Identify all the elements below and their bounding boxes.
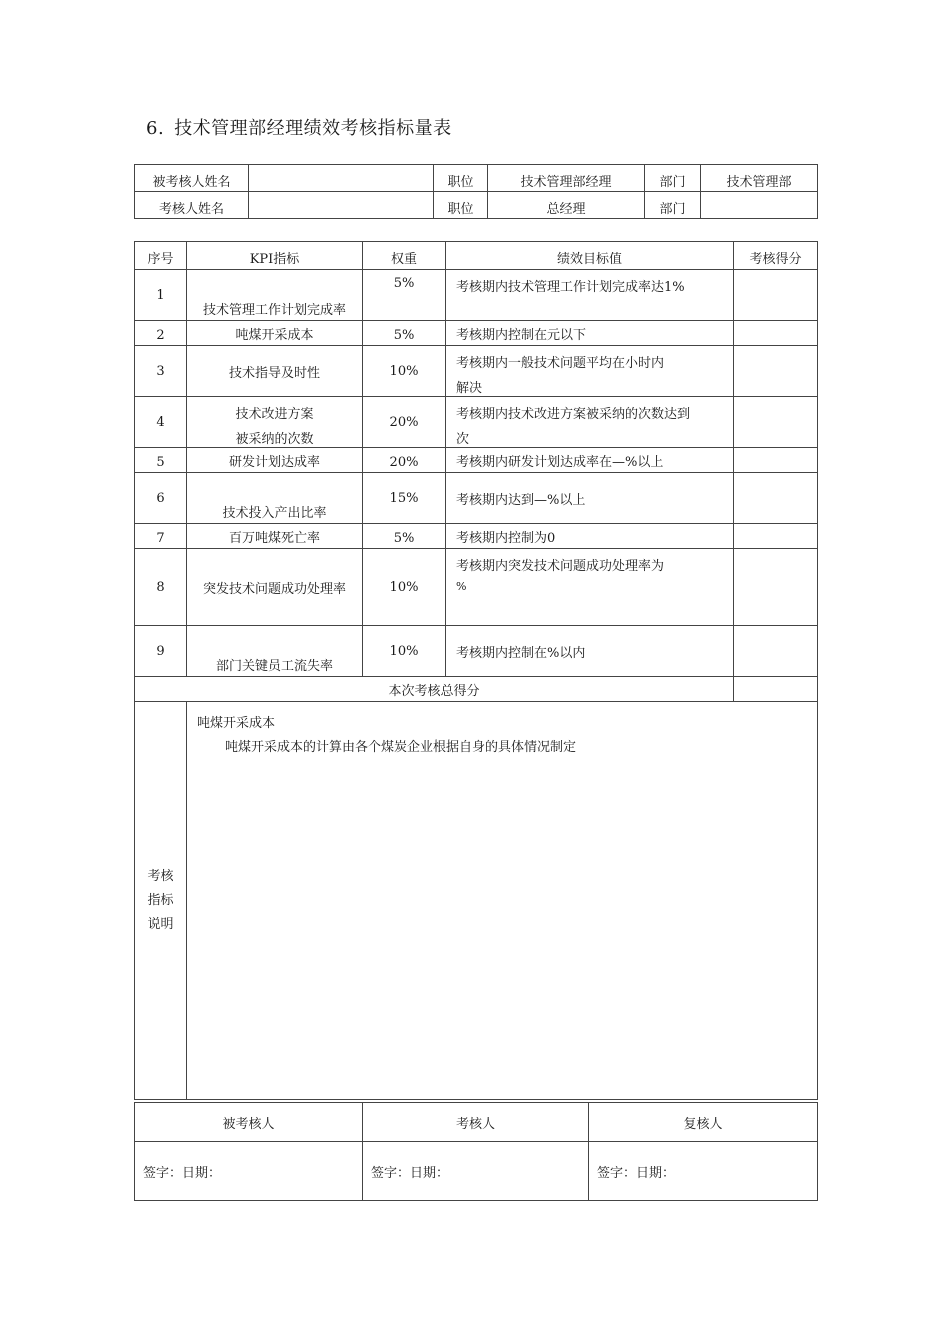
kpi-table bbox=[134, 241, 818, 1100]
note-row bbox=[135, 702, 818, 1100]
note-label-line3: 说明 bbox=[147, 916, 174, 932]
row-no: 7 bbox=[135, 524, 187, 549]
appraiser-name-field[interactable] bbox=[249, 192, 434, 219]
kpi-name-line1: 技术改进方案 bbox=[235, 407, 314, 422]
page-title bbox=[146, 114, 452, 140]
appraisee-name-label: 被考核人姓名 bbox=[135, 165, 249, 192]
kpi-score-cell[interactable] bbox=[734, 321, 818, 346]
appraisee-header: 被考核人 bbox=[135, 1103, 363, 1142]
kpi-name: 技术指导及时性 bbox=[187, 346, 363, 397]
row-no: 3 bbox=[135, 346, 187, 397]
department-value: 技术管理部 bbox=[701, 165, 818, 192]
kpi-target-line1: 考核期内一般技术问题平均在小时内 bbox=[456, 356, 665, 371]
reviewer-header: 复核人 bbox=[589, 1103, 818, 1142]
table-row bbox=[135, 397, 818, 448]
kpi-name: 技术管理工作计划完成率 bbox=[187, 270, 363, 321]
row-no: 6 bbox=[135, 473, 187, 524]
appraiser-header: 考核人 bbox=[363, 1103, 589, 1142]
position-label: 职位 bbox=[434, 192, 488, 219]
row-no: 2 bbox=[135, 321, 187, 346]
kpi-name: 百万吨煤死亡率 bbox=[187, 524, 363, 549]
note-content bbox=[187, 702, 818, 1100]
kpi-target: 考核期内控制在%以内 bbox=[446, 626, 734, 677]
table-row bbox=[135, 549, 818, 626]
position-value: 总经理 bbox=[488, 192, 645, 219]
kpi-weight: 20% bbox=[363, 397, 446, 448]
note-label bbox=[135, 702, 187, 1100]
header-no: 序号 bbox=[135, 242, 187, 270]
total-score-label: 本次考核总得分 bbox=[135, 677, 734, 702]
header-weight: 权重 bbox=[363, 242, 446, 270]
kpi-weight: 5% bbox=[363, 321, 446, 346]
note-title: 吨煤开采成本 bbox=[197, 716, 276, 731]
kpi-target: 考核期内达到—%以上 bbox=[446, 473, 734, 524]
kpi-score-cell[interactable] bbox=[734, 524, 818, 549]
note-label-line1: 考核 bbox=[147, 868, 174, 884]
kpi-score-cell[interactable] bbox=[734, 626, 818, 677]
table-row bbox=[135, 524, 818, 549]
title-number: 6. bbox=[146, 118, 165, 139]
kpi-weight: 5% bbox=[363, 270, 446, 321]
row-no: 1 bbox=[135, 270, 187, 321]
header-kpi: KPI指标 bbox=[187, 242, 363, 270]
kpi-target: 考核期内研发计划达成率在—%以上 bbox=[446, 448, 734, 473]
reviewer-signature[interactable]: 签字：日期： bbox=[589, 1142, 818, 1201]
kpi-target-line2: 解决 bbox=[456, 381, 483, 396]
kpi-target: 考核期内技术管理工作计划完成率达1% bbox=[446, 270, 734, 321]
total-score-cell[interactable] bbox=[734, 677, 818, 702]
signature-header-row bbox=[135, 1103, 818, 1142]
kpi-weight: 20% bbox=[363, 448, 446, 473]
kpi-score-cell[interactable] bbox=[734, 549, 818, 626]
row-no: 9 bbox=[135, 626, 187, 677]
kpi-weight: 5% bbox=[363, 524, 446, 549]
kpi-name: 技术投入产出比率 bbox=[187, 473, 363, 524]
department-value[interactable] bbox=[701, 192, 818, 219]
row-no: 5 bbox=[135, 448, 187, 473]
appraiser-name-label: 考核人姓名 bbox=[135, 192, 249, 219]
kpi-score-cell[interactable] bbox=[734, 397, 818, 448]
total-score-row bbox=[135, 677, 818, 702]
header-score: 考核得分 bbox=[734, 242, 818, 270]
kpi-score-cell[interactable] bbox=[734, 473, 818, 524]
kpi-weight: 10% bbox=[363, 626, 446, 677]
department-label: 部门 bbox=[645, 165, 701, 192]
appraiser-signature[interactable]: 签字：日期： bbox=[363, 1142, 589, 1201]
kpi-weight: 15% bbox=[363, 473, 446, 524]
table-row bbox=[135, 473, 818, 524]
kpi-name bbox=[187, 397, 363, 448]
kpi-name-line2: 被采纳的次数 bbox=[235, 432, 314, 447]
title-text: 技术管理部经理绩效考核指标量表 bbox=[174, 118, 452, 139]
kpi-target bbox=[446, 346, 734, 397]
kpi-target: 考核期内控制为0 bbox=[446, 524, 734, 549]
kpi-target: 考核期内控制在元以下 bbox=[446, 321, 734, 346]
appraisee-signature[interactable]: 签字：日期： bbox=[135, 1142, 363, 1201]
kpi-name: 部门关键员工流失率 bbox=[187, 626, 363, 677]
department-label: 部门 bbox=[645, 192, 701, 219]
kpi-score-cell[interactable] bbox=[734, 270, 818, 321]
kpi-target bbox=[446, 397, 734, 448]
kpi-target-line1: 考核期内技术改进方案被采纳的次数达到 bbox=[456, 407, 691, 422]
note-label-line2: 指标 bbox=[147, 892, 174, 908]
kpi-name: 研发计划达成率 bbox=[187, 448, 363, 473]
signature-table bbox=[134, 1102, 818, 1201]
header-target: 绩效目标值 bbox=[446, 242, 734, 270]
signature-row bbox=[135, 1142, 818, 1201]
kpi-target-line2: 次 bbox=[456, 432, 470, 447]
kpi-target-line1: 考核期内突发技术问题成功处理率为 bbox=[456, 559, 665, 574]
kpi-target-line2: % bbox=[456, 580, 467, 593]
kpi-name: 突发技术问题成功处理率 bbox=[187, 549, 363, 626]
table-header-row bbox=[135, 242, 818, 270]
kpi-name: 吨煤开采成本 bbox=[187, 321, 363, 346]
info-table bbox=[134, 164, 818, 219]
appraiser-row bbox=[135, 192, 818, 219]
position-value: 技术管理部经理 bbox=[488, 165, 645, 192]
kpi-target bbox=[446, 549, 734, 626]
kpi-weight: 10% bbox=[363, 346, 446, 397]
kpi-weight: 10% bbox=[363, 549, 446, 626]
kpi-score-cell[interactable] bbox=[734, 346, 818, 397]
table-row bbox=[135, 321, 818, 346]
position-label: 职位 bbox=[434, 165, 488, 192]
table-row bbox=[135, 270, 818, 321]
note-text: 吨煤开采成本的计算由各个煤炭企业根据自身的具体情况制定 bbox=[225, 740, 577, 755]
table-row bbox=[135, 448, 818, 473]
appraisee-name-field[interactable] bbox=[249, 165, 434, 192]
appraisee-row bbox=[135, 165, 818, 192]
table-row bbox=[135, 626, 818, 677]
kpi-score-cell[interactable] bbox=[734, 448, 818, 473]
row-no: 8 bbox=[135, 549, 187, 626]
table-row bbox=[135, 346, 818, 397]
row-no: 4 bbox=[135, 397, 187, 448]
